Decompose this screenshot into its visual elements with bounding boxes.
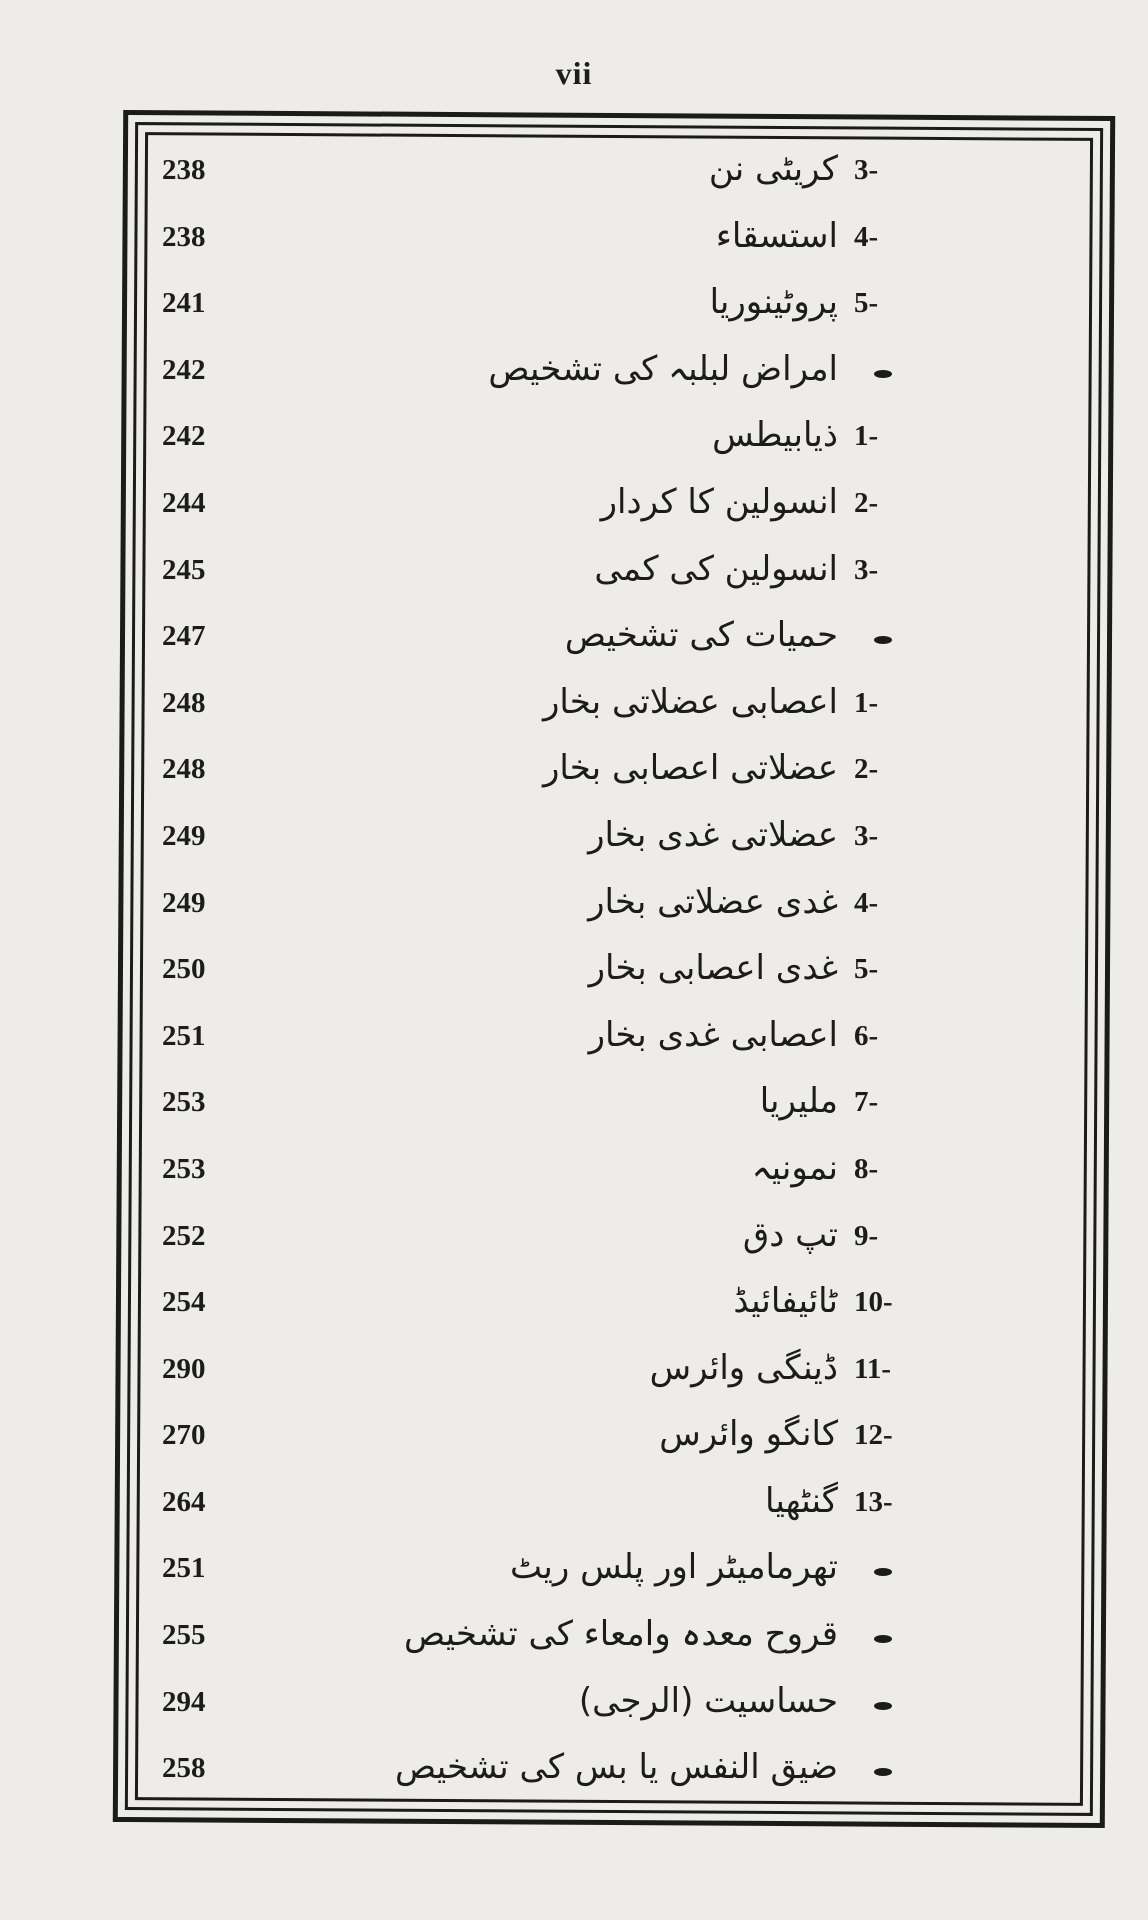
- toc-entry-page: 249: [162, 886, 206, 919]
- toc-entry: [150, 1672, 910, 1739]
- toc-entry: [150, 140, 910, 207]
- toc-entry: [150, 1738, 910, 1805]
- toc-entry: [150, 473, 910, 540]
- toc-entry: [150, 1605, 910, 1672]
- bullet-icon: [874, 370, 892, 378]
- bullet-icon: [874, 1768, 892, 1776]
- toc-entry-page: 251: [162, 1019, 206, 1052]
- toc-entry: [150, 1139, 910, 1206]
- toc-entry-title: نمونیہ: [751, 1147, 838, 1188]
- toc-entry-title: ملیریا: [759, 1081, 838, 1122]
- toc-entry-number: 3-: [854, 154, 879, 186]
- toc-entry: [150, 606, 910, 673]
- bullet-icon: [874, 1702, 892, 1710]
- toc-entry-title: کریٹی نن: [708, 149, 838, 189]
- toc-entry: [150, 540, 910, 607]
- toc-entry-title: ضیق النفس یا بس کی تشخیص: [395, 1747, 838, 1788]
- toc-entry-title: عضلاتی غدی بخار: [588, 814, 838, 855]
- toc-entry-title: استسقاء: [715, 215, 838, 256]
- toc-entry-page: 258: [162, 1752, 206, 1785]
- toc-entry: [150, 1006, 910, 1073]
- toc-entry-number: 1-: [854, 420, 879, 453]
- toc-entry-page: 290: [162, 1352, 206, 1385]
- toc-entry: [150, 939, 910, 1006]
- toc-entry: [150, 873, 910, 940]
- toc-entry: [150, 739, 910, 806]
- toc-entry-number: 7-: [854, 1086, 879, 1119]
- table-of-contents: [150, 140, 910, 1805]
- toc-entry-number: 13-: [854, 1485, 893, 1518]
- toc-entry-page: 253: [162, 1152, 206, 1185]
- toc-entry-number: 1-: [854, 686, 879, 719]
- toc-entry-page: 294: [162, 1685, 206, 1718]
- toc-entry-title: حساسیت (الرجی): [578, 1680, 838, 1721]
- toc-entry-number: 5-: [854, 287, 879, 320]
- toc-entry-title: اعصابی غدی بخار: [588, 1014, 838, 1055]
- toc-entry-number: 4-: [854, 886, 879, 919]
- toc-entry-page: 248: [162, 686, 206, 719]
- toc-entry-number: 3-: [854, 553, 879, 586]
- toc-entry: [150, 1072, 910, 1139]
- toc-entry-page: 270: [162, 1419, 206, 1452]
- toc-entry-page: 245: [162, 553, 206, 586]
- toc-entry-page: 238: [162, 154, 206, 186]
- toc-entry: [150, 207, 910, 274]
- toc-entry-title: انسولین کا کردار: [600, 481, 838, 522]
- toc-entry-title: حمیات کی تشخیص: [564, 615, 838, 656]
- toc-entry-page: 250: [162, 953, 206, 986]
- toc-entry-page: 249: [162, 819, 206, 852]
- toc-entry: [150, 1538, 910, 1605]
- toc-entry-number: 10-: [854, 1286, 893, 1319]
- bullet-icon: [874, 636, 892, 644]
- page-number: vii: [555, 55, 593, 91]
- toc-entry-title: ٹائیفائیڈ: [733, 1281, 838, 1322]
- bullet-icon: [874, 1568, 892, 1576]
- toc-entry-title: انسولین کی کمی: [594, 548, 838, 589]
- toc-entry-number: 8-: [854, 1152, 879, 1185]
- toc-entry-title: قروح معدہ وامعاء کی تشخیص: [404, 1614, 838, 1655]
- toc-entry: [150, 1405, 910, 1472]
- toc-entry: [150, 1339, 910, 1406]
- toc-entry-page: 253: [162, 1086, 206, 1119]
- toc-entry-page: 242: [162, 420, 206, 453]
- toc-entry-title: ذیابیطس: [712, 415, 838, 456]
- toc-entry-page: 247: [162, 620, 206, 653]
- toc-entry-page: 254: [162, 1286, 206, 1319]
- toc-entry-number: 5-: [854, 953, 879, 986]
- toc-entry-number: 2-: [854, 753, 879, 786]
- toc-entry-title: تھرمامیٹر اور پلس ریٹ: [510, 1547, 838, 1588]
- toc-entry: [150, 406, 910, 473]
- toc-entry-page: 251: [162, 1552, 206, 1585]
- toc-entry-number: 6-: [854, 1019, 879, 1052]
- toc-entry-title: امراض لبلبہ کی تشخیص: [488, 348, 838, 389]
- toc-entry: [150, 1206, 910, 1273]
- toc-entry-title: تپ دق: [742, 1214, 838, 1255]
- toc-entry-number: 3-: [854, 819, 879, 852]
- toc-entry: [150, 1472, 910, 1539]
- toc-entry: [150, 806, 910, 873]
- toc-entry-number: 11-: [854, 1352, 892, 1385]
- toc-entry-page: 244: [162, 486, 206, 519]
- toc-entry-title: غدی اعصابی بخار: [588, 948, 838, 989]
- bullet-icon: [874, 1635, 892, 1643]
- toc-entry-title: اعصابی عضلاتی بخار: [542, 681, 838, 722]
- toc-entry-page: 264: [162, 1485, 206, 1518]
- toc-entry-number: 12-: [854, 1419, 893, 1452]
- toc-entry: [150, 1272, 910, 1339]
- toc-entry: [150, 673, 910, 740]
- toc-entry-page: 242: [162, 353, 206, 386]
- toc-entry-page: 255: [162, 1619, 206, 1652]
- toc-entry-page: 248: [162, 753, 206, 786]
- toc-entry-title: پروٹینوریا: [709, 282, 838, 323]
- toc-entry: [150, 273, 910, 340]
- toc-entry-number: 4-: [854, 220, 879, 253]
- toc-entry-title: ڈینگی وائرس: [649, 1347, 838, 1388]
- toc-entry: [150, 340, 910, 407]
- toc-entry-page: 238: [162, 220, 206, 253]
- toc-entry-title: کانگو وائرس: [659, 1414, 838, 1455]
- toc-entry-number: 2-: [854, 486, 879, 519]
- toc-entry-title: گنٹھیا: [765, 1480, 838, 1521]
- toc-entry-page: 252: [162, 1219, 206, 1252]
- toc-entry-title: عضلاتی اعصابی بخار: [542, 748, 838, 789]
- toc-entry-page: 241: [162, 287, 206, 320]
- toc-entry-title: غدی عضلاتی بخار: [588, 881, 838, 922]
- toc-entry-number: 9-: [854, 1219, 879, 1252]
